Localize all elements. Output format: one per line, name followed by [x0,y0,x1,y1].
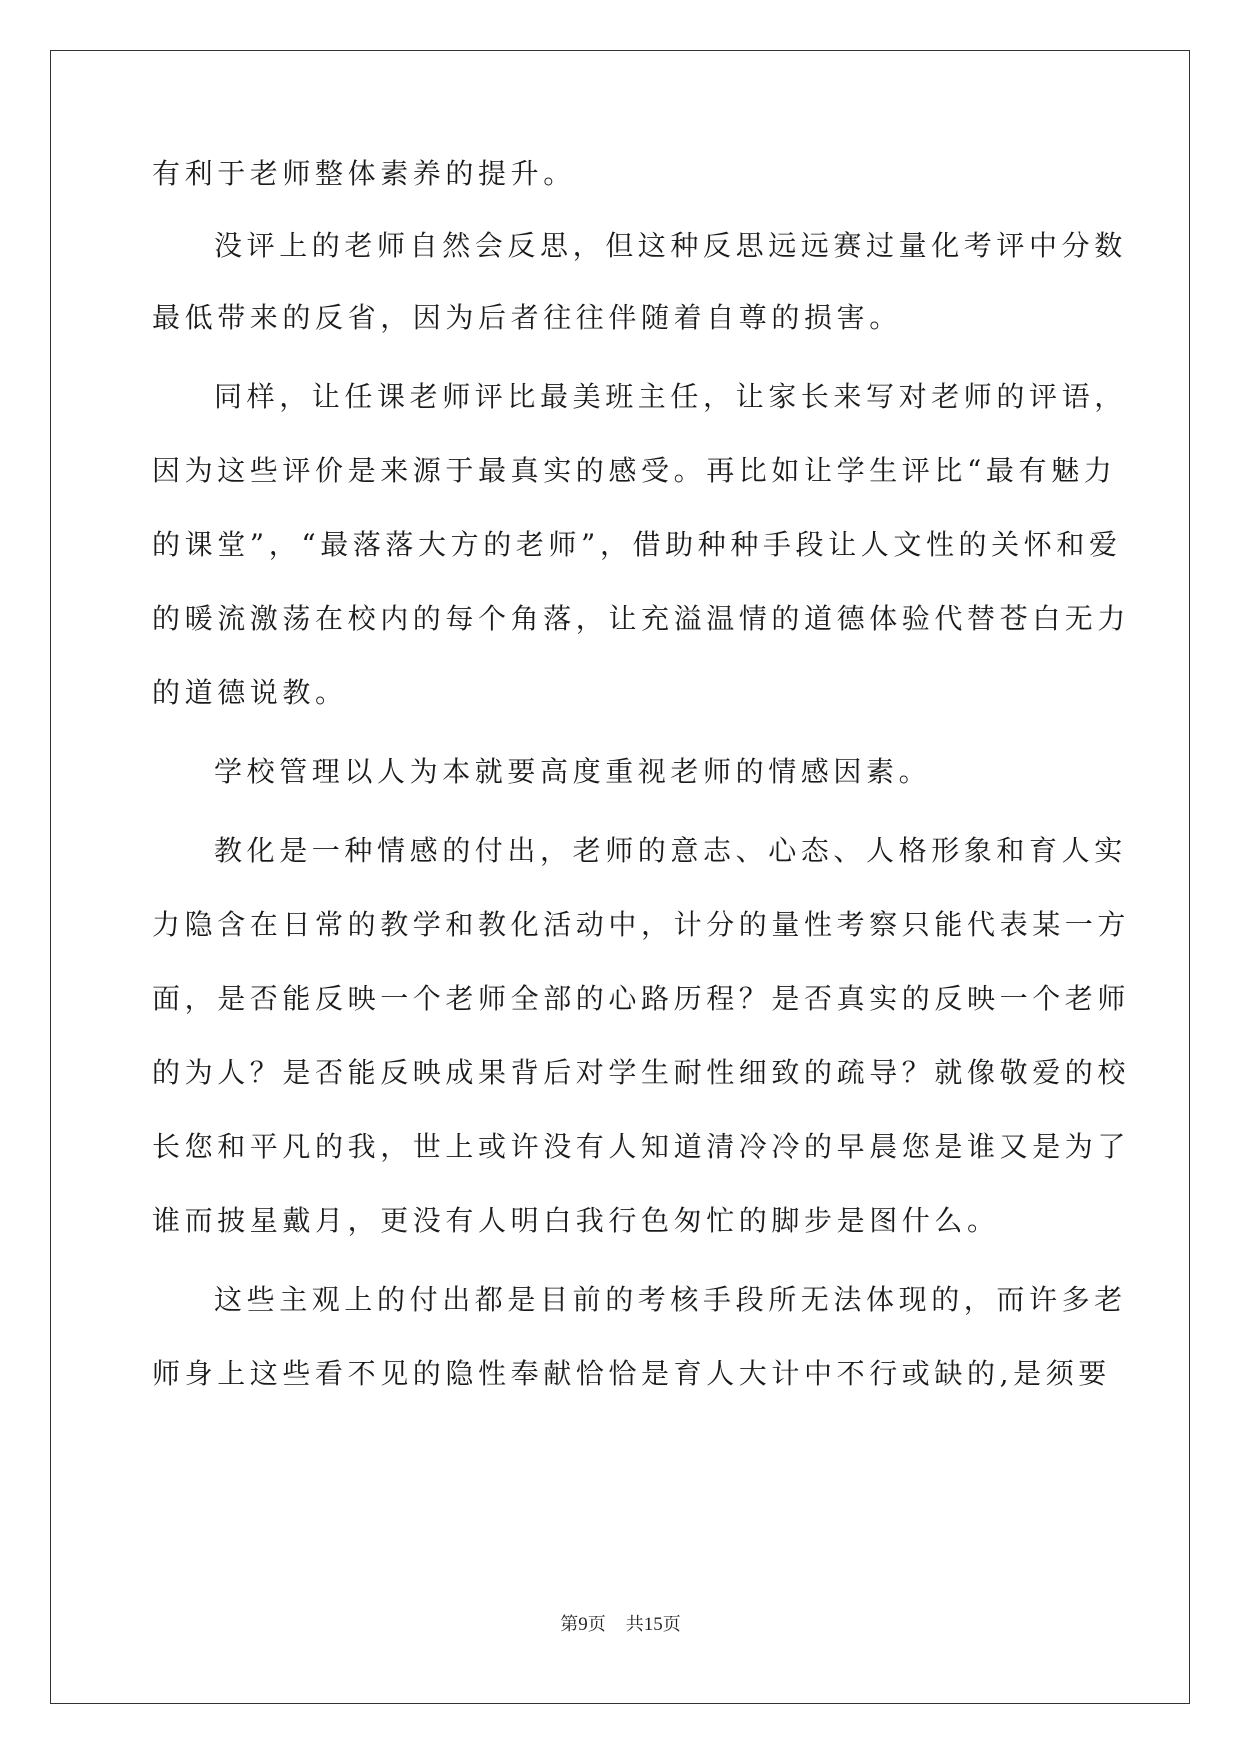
text-line: 的课堂”，“最落落大方的老师”，借助种种手段让人文性的关怀和爱 [152,528,1122,561]
text-line: 最低带来的反省，因为后者往往伴随着自尊的损害。 [152,301,902,334]
paragraph-start-line: 学校管理以人为本就要高度重视老师的情感因素。 [214,755,932,788]
total-pages-prefix: 共 [625,1614,644,1635]
page-border [50,50,1190,1704]
text-line: 力隐含在日常的教学和教化活动中，计分的量性考察只能代表某一方 [152,908,1131,941]
paragraph-start-line: 没评上的老师自然会反思，但这种反思远远赛过量化考评中分数 [214,229,1127,262]
text-line: 的为人？是否能反映成果背后对学生耐性细致的疏导？就像敬爱的校 [152,1056,1131,1089]
total-pages-number: 15 [643,1614,663,1635]
text-line: 谁而披星戴月，更没有人明白我行色匆忙的脚步是图什么。 [152,1204,1000,1237]
total-pages-suffix: 页 [662,1614,681,1635]
paragraph-start-line: 同样，让任课老师评比最美班主任，让家长来写对老师的评语， [214,380,1127,413]
text-line: 长您和平凡的我，世上或许没有人知道清冷冷的早晨您是谁又是为了 [152,1130,1131,1163]
text-line: 的道德说教。 [152,676,348,709]
current-page-number: 9 [578,1614,588,1635]
page-number-prefix: 第 [560,1614,579,1635]
paragraph-start-line: 这些主观上的付出都是目前的考核手段所无法体现的，而许多老 [214,1283,1127,1316]
text-line: 面，是否能反映一个老师全部的心路历程？是否真实的反映一个老师 [152,982,1131,1015]
text-line: 因为这些评价是来源于最真实的感受。再比如让学生评比“最有魅力 [152,454,1117,487]
page-number-suffix: 页 [587,1614,606,1635]
text-line: 师身上这些看不见的隐性奉献恰恰是育人大计中不行或缺的,是须要 [152,1357,1111,1390]
text-line: 的暖流激荡在校内的每个角落，让充溢温情的道德体验代替苍白无力 [152,602,1131,635]
text-line: 有利于老师整体素养的提升。 [152,157,576,190]
paragraph-start-line: 教化是一种情感的付出，老师的意志、心态、人格形象和育人实 [214,834,1127,867]
page-footer [0,1610,1241,1636]
